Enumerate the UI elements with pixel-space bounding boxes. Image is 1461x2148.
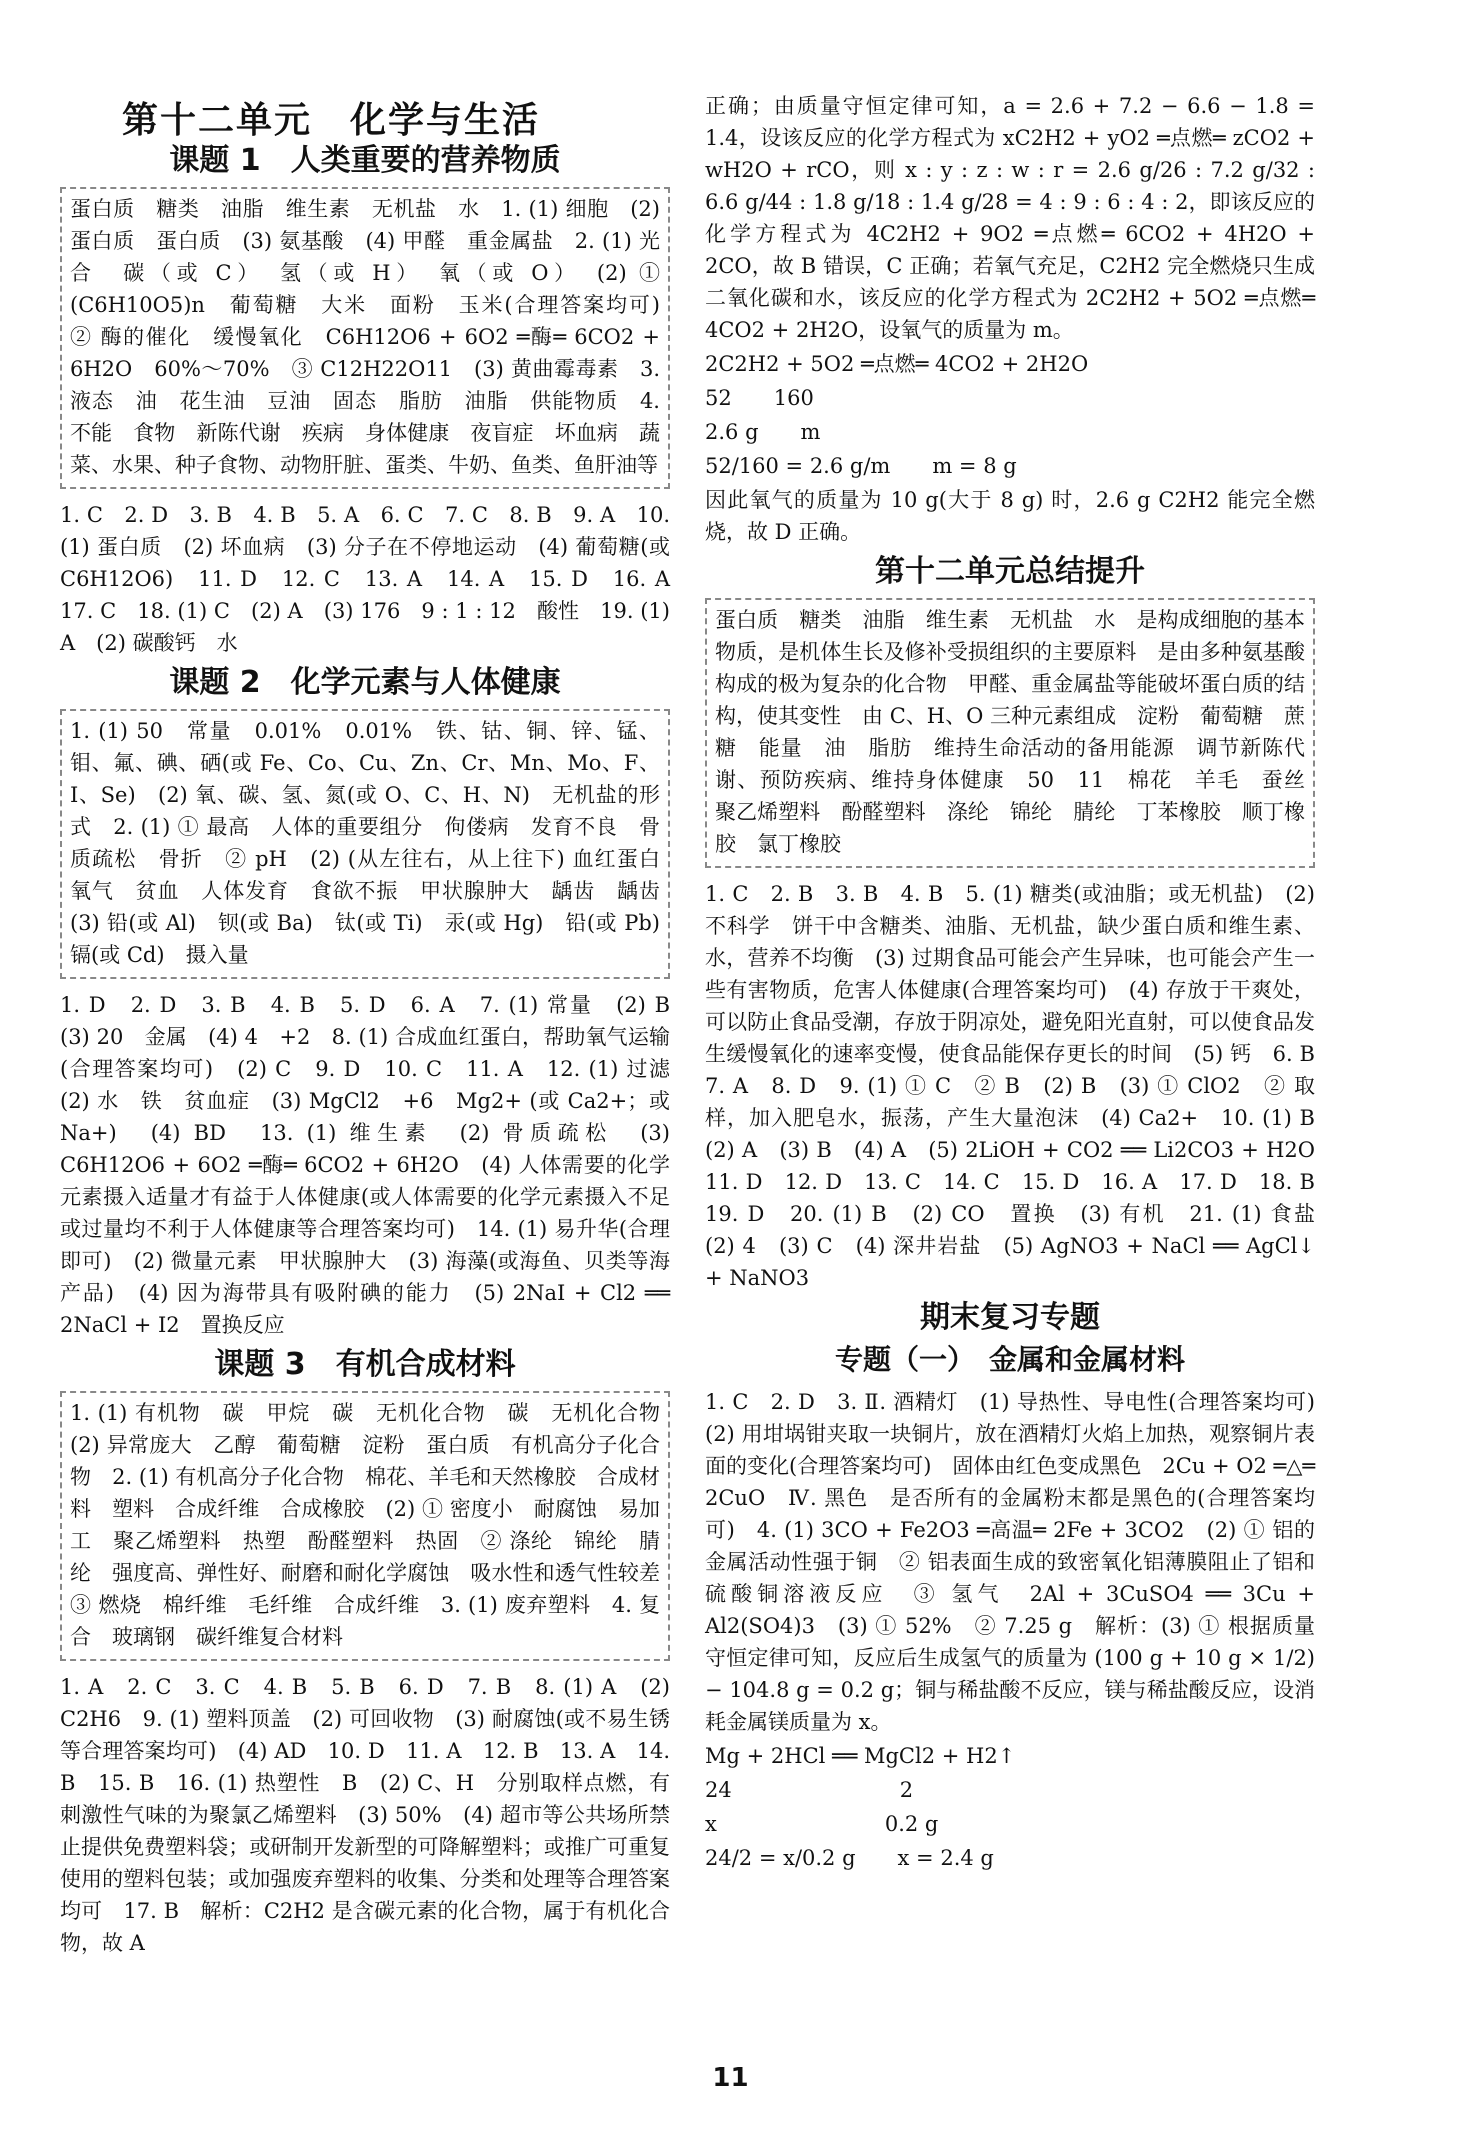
lesson3-summary-box	[60, 1391, 681, 1661]
lesson2-title: 课题 2 化学元素与人体健康	[169, 665, 561, 700]
calc-ratio: 52 160	[705, 386, 814, 410]
lesson3-title: 课题 3 有机合成材料	[214, 1347, 516, 1382]
lesson3-summary-text: 1. (1) 有机物 碳 甲烷 碳 无机化合物 碳 无机化合物 (2) 异常庞大 乙醇 葡萄糖 淀粉 蛋白质 有机高分子化合物 2. (1) 有机高分子化合物 棉花、羊毛和天然橡胶 合成材料 塑料 合成纤维 合成橡胶 (2) ① 密度小 耐腐蚀 易加工 聚乙烯塑料 热塑 酚醛塑料 热固 ② 涤纶 锦纶 腈纶 强度高、弹性好、耐磨和耐化学腐蚀 吸水性和透气性较差 ③ 燃烧 棉纤维 毛纤维 合成纤维 3. (1) 废弃塑料 4. 复合 玻璃钢 碳纤维复合材料	[70, 1401, 681, 1649]
topic1-text: 1. C 2. D 3. Ⅱ. 酒精灯 (1) 导热性、导电性(合理答案均可) (2) 用坩埚钳夹取一块铜片，放在酒精灯火焰上加热，观察铜片表面的变化(合理答案均可) 固体由红色变成黑色 2Cu + O2 ═△═ 2CuO Ⅳ. 黑色 是否所有的金属粉末都是黑色的(合理答案均可) 4. (1) 3CO + Fe2O3 ═高温═ 2Fe + 3CO2 (2) ① 铝的金属活动性强于铜 ② 铝表面生成的致密氧化铝薄膜阻止了铝和硫酸铜溶液反应 ③ 氢气 2Al + 3CuSO4 ══ 3Cu + Al2(SO4)3 (3) ① 52% ② 7.25 g 解析：(3) ① 根据质量守恒定律可知，反应后生成氢气的质量为 (100 g + 10 g × 1/2) − 104.8 g = 0.2 g；铜与稀盐酸不反应，镁与稀盐酸反应，设消耗金属镁质量为 x。	[705, 1390, 1336, 1734]
solution-continuation: 正确；由质量守恒定律可知，a = 2.6 + 7.2 − 6.6 − 1.8 = 1.4，设该反应的化学方程式为 xC2H2 + yO2 ═点燃═ zCO2 + wH2O + rCO，则 x : y : z : w : r = 2.6 g/26 : 7.2 g/32 : 6.6 g/44 : 1.8 g/18 : 1.4 g/28 = 4 : 9 : 6 : 4 : 2，即该反应的化学方程式为 4C2H2 + 9O2 ═点燃═ 6CO2 + 4H2O + 2CO，故 B 错误，C 正确；若氧气充足，C2H2 完全燃烧只生成二氧化碳和水，该反应的化学方程式为 2C2H2 + 5O2 ═点燃═ 4CO2 + 2H2O，设氧气的质量为 m。	[705, 94, 1315, 342]
topic1-calc-equation: Mg + 2HCl ══ MgCl2 + H2↑	[705, 1744, 1016, 1768]
left-column	[60, 95, 691, 1961]
summary-box	[705, 598, 1326, 868]
summary-title: 第十二单元总结提升	[875, 554, 1145, 589]
topic1-calc-ratio: 24 2	[705, 1778, 914, 1802]
summary-box-text: 蛋白质 糖类 油脂 维生素 无机盐 水 是构成细胞的基本物质，是机体生长及修补受损组织的主要原料 是由多种氨基酸构成的极为复杂的化合物 甲醛、重金属盐等能破坏蛋白质的结构，使其变性 由 C、H、O 三种元素组成 淀粉 葡萄糖 蔗糖 能量 油 脂肪 维持生命活动的备用能源 调节新陈代谢、预防疾病、维持身体健康 50 11 棉花 羊毛 蚕丝 聚乙烯塑料 酚醛塑料 涤纶 锦纶 腈纶 丁苯橡胶 顺丁橡胶 氯丁橡胶	[715, 608, 1326, 856]
topic1-calc-mass: x 0.2 g	[705, 1812, 939, 1836]
final-review-title: 期末复习专题	[920, 1300, 1100, 1335]
lesson2-summary-box	[60, 709, 681, 979]
lesson2-summary-text: 1. (1) 50 常量 0.01% 0.01% 铁、钴、铜、锌、锰、钼、氟、碘、硒(或 Fe、Co、Cu、Zn、Cr、Mn、Mo、F、I、Se) (2) 氧、碳、氢、氮(或 O、C、H、N) 无机盐的形式 2. (1) ① 最高 人体的重要组分 佝偻病 发育不良 骨质疏松 骨折 ② pH (2) (从左往右，从上往下) 血红蛋白 氧气 贫血 人体发育 食欲不振 甲状腺肿大 龋齿 龋齿 (3) 铅(或 Al) 钡(或 Ba) 钛(或 Ti) 汞(或 Hg) 铅(或 Pb) 镉(或 Cd) 摄入量	[70, 719, 681, 967]
lesson1-answers: 1. C 2. D 3. B 4. B 5. A 6. C 7. C 8. B 9. A 10. (1) 蛋白质 (2) 坏血病 (3) 分子在不停地运动 (4) 葡萄糖(或 C6H12O6) 11. D 12. C 13. A 14. A 15. D 16. A 17. C 18. (1) C (2) A (3) 176 9 : 1 : 12 酸性 19. (1) A (2) 碳酸钙 水	[60, 503, 691, 655]
right-column	[705, 90, 1336, 1876]
page-number: 11	[712, 2063, 749, 2093]
unit-title: 第十二单元 化学与生活	[122, 100, 541, 141]
topic1-title: 专题（一） 金属和金属材料	[834, 1343, 1185, 1376]
lesson3-answers: 1. A 2. C 3. C 4. B 5. B 6. D 7. B 8. (1) A (2) C2H6 9. (1) 塑料顶盖 (2) 可回收物 (3) 耐腐蚀(或不易生锈等合理答案均可) (4) AD 10. D 11. A 12. B 13. A 14. B 15. B 16. (1) 热塑性 B (2) C、H 分别取样点燃，有刺激性气味的为聚氯乙烯塑料 (3) 50% (4) 超市等公共场所禁止提供免费塑料袋；或研制开发新型的可降解塑料；或推广可重复使用的塑料包装；或加强废弃塑料的收集、分类和处理等合理答案均可 17. B 解析：C2H2 是含碳元素的化合物，属于有机化合物，故 A	[60, 1675, 670, 1955]
calc-conclusion: 因此氧气的质量为 10 g(大于 8 g) 时，2.6 g C2H2 能完全燃烧，故 D 正确。	[705, 488, 1315, 544]
lesson2-answers: 1. D 2. D 3. B 4. B 5. D 6. A 7. (1) 常量 (2) B (3) 20 金属 (4) 4 +2 8. (1) 合成血红蛋白，帮助氧气运输(合理答案均可) (2) C 9. D 10. C 11. A 12. (1) 过滤 (2) 水 铁 贫血症 (3) MgCl2 +6 Mg2+ (或 Ca2+；或 Na+) (4) BD 13. (1) 维生素 (2) 骨质疏松 (3) C6H12O6 + 6O2 ═酶═ 6CO2 + 6H2O (4) 人体需要的化学元素摄入适量才有益于人体健康(或人体需要的化学元素摄入不足或过量均不利于人体健康等合理答案均可) 14. (1) 易升华(合理即可) (2) 微量元素 甲状腺肿大 (3) 海藻(或海鱼、贝类等海产品) (4) 因为海带具有吸附碘的能力 (5) 2NaI + Cl2 ══ 2NaCl + I2 置换反应	[60, 993, 691, 1337]
topic1-calc-solve: 24/2 = x/0.2 g x = 2.4 g	[705, 1846, 994, 1870]
calc-equation: 2C2H2 + 5O2 ═点燃═ 4CO2 + 2H2O	[705, 352, 1089, 376]
calc-mass: 2.6 g m	[705, 420, 821, 444]
lesson1-summary-box	[60, 187, 681, 489]
lesson1-summary-text: 蛋白质 糖类 油脂 维生素 无机盐 水 1. (1) 细胞 (2) 蛋白质 蛋白质 (3) 氨基酸 (4) 甲醛 重金属盐 2. (1) 光合 碳（或 C） 氢（或 H） 氧（或 O） (2) ① (C6H10O5)n 葡萄糖 大米 面粉 玉米(合理答案均可) ② 酶的催化 缓慢氧化 C6H12O6 + 6O2 ═酶═ 6CO2 + 6H2O 60%～70% ③ C12H22O11 (3) 黄曲霉毒素 3. 液态 油 花生油 豆油 固态 脂肪 油脂 供能物质 4. 不能 食物 新陈代谢 疾病 身体健康 夜盲症 坏血病 蔬菜、水果、种子食物、动物肝脏、蛋类、牛奶、鱼类、鱼肝油等	[70, 197, 681, 477]
lesson1-title: 课题 1 人类重要的营养物质	[169, 143, 561, 178]
calc-solve: 52/160 = 2.6 g/m m = 8 g	[705, 454, 1017, 478]
summary-answers: 1. C 2. B 3. B 4. B 5. (1) 糖类(或油脂；或无机盐) (2) 不科学 饼干中含糖类、油脂、无机盐，缺少蛋白质和维生素、水，营养不均衡 (3) 过期食品可能会产生异味，也可能会产生一些有害物质，危害人体健康(合理答案均可) (4) 存放于干爽处，可以防止食品受潮，存放于阴凉处，避免阳光直射，可以使食品发生缓慢氧化的速率变慢，使食品能保存更长的时间 (5) 钙 6. B 7. A 8. D 9. (1) ① C ② B (2) B (3) ① ClO2 ② 取样，加入肥皂水，振荡，产生大量泡沫 (4) Ca2+ 10. (1) B (2) A (3) B (4) A (5) 2LiOH + CO2 ══ Li2CO3 + H2O 11. D 12. D 13. C 14. C 15. D 16. A 17. D 18. B 19. D 20. (1) B (2) CO 置换 (3) 有机 21. (1) 食盐 (2) 4 (3) C (4) 深井岩盐 (5) AgNO3 + NaCl ══ AgCl↓ + NaNO3	[705, 882, 1336, 1290]
